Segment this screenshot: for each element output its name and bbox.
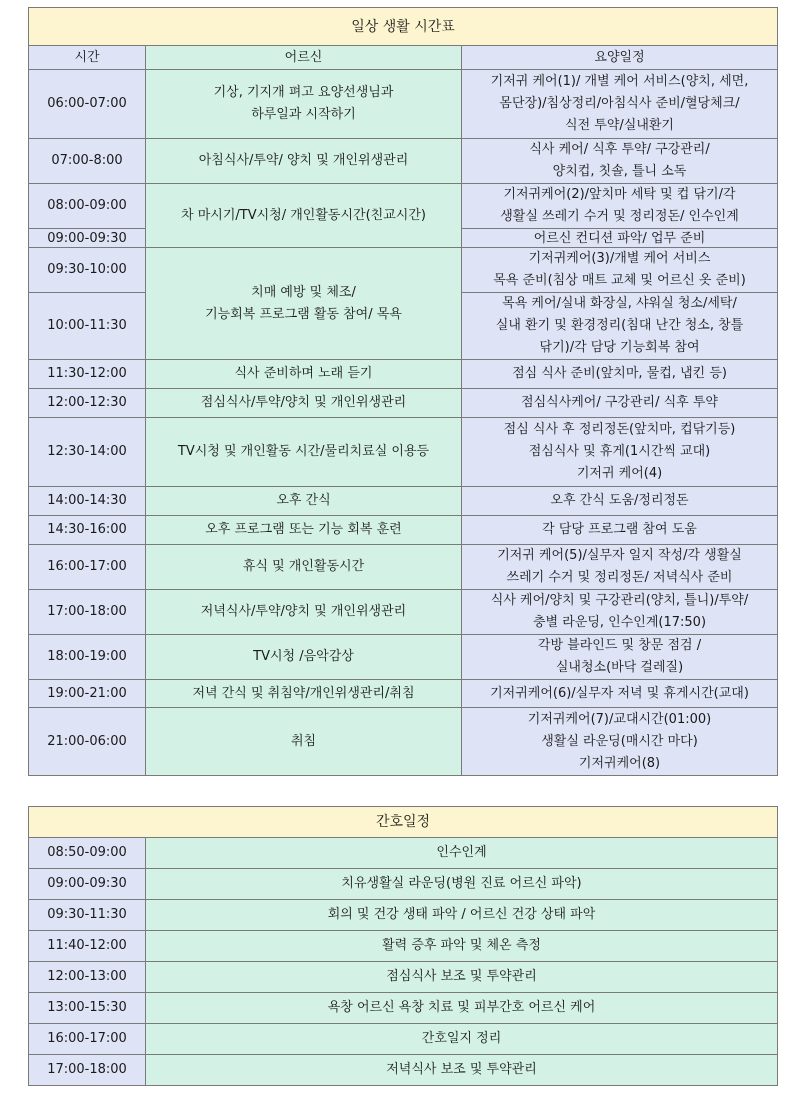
time-cell: 12:30-14:00	[29, 418, 146, 487]
nursing-activity-cell: 저녁식사 보조 및 투약관리	[146, 1055, 778, 1086]
resident-activity-cell: 기상, 기지개 펴고 요양선생님과 하루일과 시작하기	[146, 70, 462, 139]
care-task-cell: 기저귀케어(2)/앞치마 세탁 및 컵 닦기/각 생활실 쓰레기 수거 및 정리정돈/ 인수인계	[462, 184, 778, 229]
time-cell: 19:00-21:00	[29, 680, 146, 708]
nursing-activity-cell: 점심식사 보조 및 투약관리	[146, 962, 778, 993]
table-row	[29, 635, 778, 680]
table-row	[29, 487, 778, 516]
resident-activity-cell: 오후 프로그램 또는 기능 회복 훈련	[146, 516, 462, 545]
nursing-activity-cell: 활력 증후 파악 및 체온 측정	[146, 931, 778, 962]
time-cell: 16:00-17:00	[29, 1024, 146, 1055]
resident-activity-cell: 휴식 및 개인활동시간	[146, 545, 462, 590]
table-row	[29, 70, 778, 139]
time-cell: 17:00-18:00	[29, 590, 146, 635]
care-task-cell: 기저귀케어(6)/실무자 저녁 및 휴게시간(교대)	[462, 680, 778, 708]
resident-activity-cell: 저녁식사/투약/양치 및 개인위생관리	[146, 590, 462, 635]
time-cell: 13:00-15:30	[29, 993, 146, 1024]
resident-activity-cell: 취침	[146, 708, 462, 776]
table-row	[29, 1024, 778, 1055]
care-task-cell: 점심 식사 준비(앞치마, 물컵, 냅킨 등)	[462, 360, 778, 389]
time-cell: 18:00-19:00	[29, 635, 146, 680]
table-row	[29, 389, 778, 418]
daily-schedule-title: 일상 생활 시간표	[29, 8, 778, 46]
time-cell: 06:00-07:00	[29, 70, 146, 139]
care-task-cell: 어르신 컨디션 파악/ 업무 준비	[462, 229, 778, 248]
resident-activity-cell: 아침식사/투약/ 양치 및 개인위생관리	[146, 139, 462, 184]
time-cell: 08:50-09:00	[29, 838, 146, 869]
time-cell: 11:40-12:00	[29, 931, 146, 962]
care-task-cell: 목욕 케어/실내 화장실, 샤워실 청소/세탁/ 실내 환기 및 환경정리(침대 난간 청소, 창틀 닦기)/각 담당 기능회복 참여	[462, 293, 778, 360]
resident-activity-cell: 차 마시기/TV시청/ 개인활동시간(친교시간)	[146, 184, 462, 248]
nursing-schedule-table	[28, 806, 778, 1086]
care-task-cell: 식사 케어/양치 및 구강관리(양치, 틀니)/투약/ 충별 라운딩, 인수인계(17:50)	[462, 590, 778, 635]
table-row	[29, 838, 778, 869]
resident-activity-cell: 치매 예방 및 체조/ 기능회복 프로그램 활동 참여/ 목욕	[146, 248, 462, 360]
care-task-cell: 기저귀케어(3)/개별 케어 서비스 목욕 준비(침상 매트 교체 및 어르신 옷 준비)	[462, 248, 778, 293]
table-row	[29, 139, 778, 184]
table-row	[29, 545, 778, 590]
time-cell: 11:30-12:00	[29, 360, 146, 389]
care-task-cell: 기저귀케어(7)/교대시간(01:00) 생활실 라운딩(매시간 마다) 기저귀케어(8)	[462, 708, 778, 776]
table-row	[29, 680, 778, 708]
time-cell: 07:00-8:00	[29, 139, 146, 184]
care-task-cell: 점심 식사 후 정리정돈(앞치마, 컵닦기등) 점심식사 및 휴게(1시간씩 교대) 기저귀 케어(4)	[462, 418, 778, 487]
nursing-activity-cell: 욕창 어르신 욕창 치료 및 피부간호 어르신 케어	[146, 993, 778, 1024]
table-row	[29, 516, 778, 545]
table-row	[29, 418, 778, 487]
table-row	[29, 708, 778, 776]
time-cell: 12:00-13:00	[29, 962, 146, 993]
nursing-activity-cell: 간호일지 정리	[146, 1024, 778, 1055]
time-cell: 17:00-18:00	[29, 1055, 146, 1086]
care-task-cell: 식사 케어/ 식후 투약/ 구강관리/ 양치컵, 칫솔, 틀니 소독	[462, 139, 778, 184]
time-cell: 09:30-11:30	[29, 900, 146, 931]
care-task-cell: 각방 블라인드 및 창문 점검 / 실내청소(바닥 걸레질)	[462, 635, 778, 680]
header-time: 시간	[29, 46, 146, 70]
time-cell: 14:30-16:00	[29, 516, 146, 545]
table-row	[29, 360, 778, 389]
time-cell: 09:30-10:00	[29, 248, 146, 293]
nursing-activity-cell: 회의 및 건강 생태 파악 / 어르신 건강 상태 파악	[146, 900, 778, 931]
time-cell: 09:00-09:30	[29, 229, 146, 248]
resident-activity-cell: TV시청 및 개인활동 시간/물리치료실 이용등	[146, 418, 462, 487]
resident-activity-cell: 식사 준비하며 노래 듣기	[146, 360, 462, 389]
table-row	[29, 869, 778, 900]
nursing-schedule-title: 간호일정	[29, 807, 778, 838]
nursing-activity-cell: 치유생활실 라운딩(병원 진료 어르신 파악)	[146, 869, 778, 900]
nursing-activity-cell: 인수인계	[146, 838, 778, 869]
table-row	[29, 962, 778, 993]
time-cell: 09:00-09:30	[29, 869, 146, 900]
time-cell: 12:00-12:30	[29, 389, 146, 418]
resident-activity-cell: 오후 간식	[146, 487, 462, 516]
care-task-cell: 각 담당 프로그램 참여 도움	[462, 516, 778, 545]
resident-activity-cell: 점심식사/투약/양치 및 개인위생관리	[146, 389, 462, 418]
header-resident: 어르신	[146, 46, 462, 70]
header-care: 요양일정	[462, 46, 778, 70]
time-cell: 14:00-14:30	[29, 487, 146, 516]
time-cell: 21:00-06:00	[29, 708, 146, 776]
care-task-cell: 점심식사케어/ 구강관리/ 식후 투약	[462, 389, 778, 418]
table-row	[29, 248, 778, 293]
table-row	[29, 993, 778, 1024]
time-cell: 16:00-17:00	[29, 545, 146, 590]
daily-schedule-table	[28, 7, 778, 776]
care-task-cell: 오후 간식 도움/정리정돈	[462, 487, 778, 516]
time-cell: 08:00-09:00	[29, 184, 146, 229]
resident-activity-cell: TV시청 /음악감상	[146, 635, 462, 680]
resident-activity-cell: 저녁 간식 및 취침약/개인위생관리/취침	[146, 680, 462, 708]
table-row	[29, 900, 778, 931]
care-task-cell: 기저귀 케어(1)/ 개별 케어 서비스(양치, 세면, 몸단장)/침상정리/아침식사 준비/혈당체크/ 식전 투약/실내환기	[462, 70, 778, 139]
table-row	[29, 590, 778, 635]
table-row	[29, 931, 778, 962]
care-task-cell: 기저귀 케어(5)/실무자 일지 작성/각 생활실 쓰레기 수거 및 정리정돈/ 저녁식사 준비	[462, 545, 778, 590]
table-row	[29, 1055, 778, 1086]
table-row	[29, 184, 778, 229]
time-cell: 10:00-11:30	[29, 293, 146, 360]
